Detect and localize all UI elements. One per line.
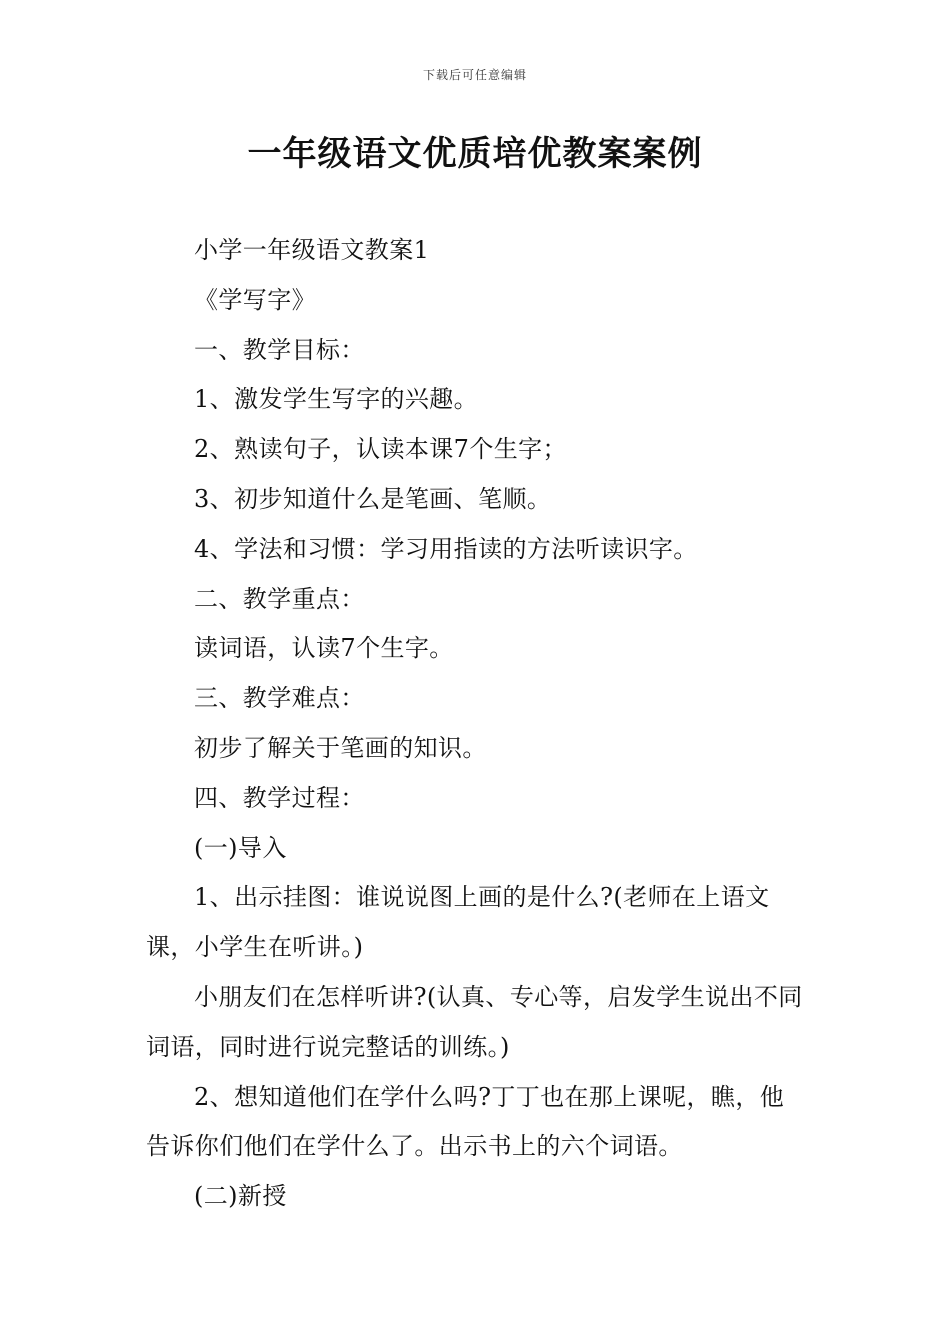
page-header-note: 下载后可任意编辑 (422, 68, 527, 82)
paragraph-intro-1: 1、出示挂图：谁说说图上画的是什么?(老师在上语文课，小学生在听讲。) (146, 883, 770, 962)
paragraph-intro-2: 2、想知道他们在学什么吗?丁丁也在那上课呢，瞧，他告诉你们他们在学什么了。出示书上的六个词语。 (146, 1082, 785, 1161)
paragraph-lesson-name: 《学写字》 (194, 285, 316, 314)
paragraph-step-intro: (一)导入 (194, 833, 287, 862)
paragraph-goal-3: 3、初步知道什么是笔画、笔顺。 (194, 484, 552, 513)
paragraph-goal-4: 4、学法和习惯：学习用指读的方法听读识字。 (194, 534, 698, 563)
paragraph-difficulties: 初步了解关于笔画的知识。 (194, 733, 487, 762)
document-title: 一年级语文优质培优教案案例 (247, 134, 703, 174)
paragraph-intro-question: 小朋友们在怎样听讲?(认真、专心等，启发学生说出不同词语，同时进行说完整话的训练。) (146, 982, 803, 1061)
paragraph-key-points: 读词语，认读7个生字。 (194, 634, 454, 663)
paragraph-section-process: 四、教学过程： (194, 783, 365, 812)
paragraph-section-goals: 一、教学目标： (194, 335, 365, 364)
paragraph-step-new-lesson: (二)新授 (194, 1182, 287, 1211)
paragraph-goal-2: 2、熟读句子，认读本课7个生字； (194, 435, 567, 464)
paragraph-section-key-points: 二、教学重点： (194, 584, 365, 613)
paragraph-goal-1: 1、激发学生写字的兴趣。 (194, 385, 479, 414)
document-body (146, 226, 808, 1222)
paragraph-section-difficulties: 三、教学难点： (194, 684, 365, 713)
paragraph-lesson-heading: 小学一年级语文教案1 (194, 236, 430, 264)
